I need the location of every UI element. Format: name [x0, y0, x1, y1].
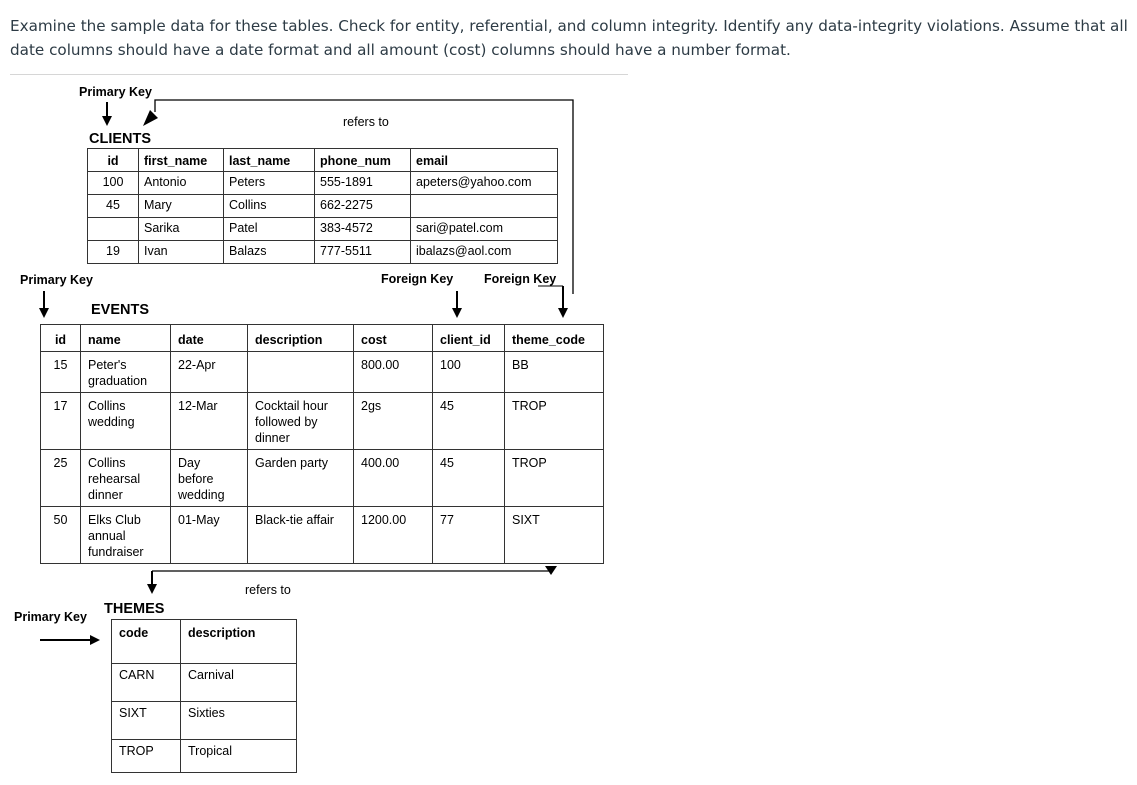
- events-cell-cost: 400.00: [354, 450, 433, 507]
- clients-row: [88, 195, 558, 218]
- events-cell-description: Black-tie affair: [248, 507, 354, 564]
- events-cell-client-id: 100: [433, 352, 505, 393]
- events-cell-cost: 2gs: [354, 393, 433, 450]
- events-cell-theme-code: TROP: [505, 450, 604, 507]
- events-row: [41, 393, 604, 450]
- events-cell-date: 12-Mar: [171, 393, 248, 450]
- events-cell-name: Collins wedding: [81, 393, 171, 450]
- events-cell-date: 22-Apr: [171, 352, 248, 393]
- events-cell-cost: 1200.00: [354, 507, 433, 564]
- events-table-title: EVENTS: [91, 302, 150, 318]
- themes-primary-key-label: Primary Key: [14, 610, 87, 624]
- clients-cell-phone-num: 555-1891: [315, 172, 411, 195]
- clients-cell-id: [88, 218, 139, 241]
- clients-cell-phone-num: 383-4572: [315, 218, 411, 241]
- clients-cell-email: apeters@yahoo.com: [411, 172, 558, 195]
- themes-cell-description: Sixties: [181, 702, 297, 740]
- events-cell-id: 50: [41, 507, 81, 564]
- themes-col-description: description: [181, 620, 297, 664]
- events-cell-date: Day before wedding: [171, 450, 248, 507]
- events-col-id: id: [41, 325, 81, 352]
- clients-table-title: CLIENTS: [89, 131, 152, 147]
- events-cell-client-id: 77: [433, 507, 505, 564]
- themes-cell-description: Tropical: [181, 740, 297, 773]
- clients-cell-last-name: Balazs: [224, 241, 315, 264]
- themes-table-title: THEMES: [104, 601, 165, 617]
- events-cell-theme-code: TROP: [505, 393, 604, 450]
- clients-cell-last-name: Peters: [224, 172, 315, 195]
- events-cell-client-id: 45: [433, 393, 505, 450]
- clients-cell-email: [411, 195, 558, 218]
- events-col-date: date: [171, 325, 248, 352]
- themes-row: [112, 702, 297, 740]
- themes-table: [111, 619, 297, 773]
- themes-cell-code: CARN: [112, 664, 181, 702]
- clients-col-first-name: first_name: [139, 149, 224, 172]
- themes-cell-code: SIXT: [112, 702, 181, 740]
- client-foreign-key-label: Foreign Key: [381, 272, 454, 286]
- clients-cell-email: sari@patel.com: [411, 218, 558, 241]
- events-cell-id: 15: [41, 352, 81, 393]
- events-col-cost: cost: [354, 325, 433, 352]
- clients-cell-id: 100: [88, 172, 139, 195]
- clients-col-email: email: [411, 149, 558, 172]
- clients-cell-last-name: Collins: [224, 195, 315, 218]
- refers-to-clients-label: refers to: [343, 115, 389, 129]
- events-cell-name: Peter's graduation: [81, 352, 171, 393]
- clients-cell-first-name: Sarika: [139, 218, 224, 241]
- events-table: [40, 324, 604, 564]
- events-cell-description: Cocktail hour followed by dinner: [248, 393, 354, 450]
- events-cell-theme-code: SIXT: [505, 507, 604, 564]
- themes-row: [112, 740, 297, 773]
- clients-cell-phone-num: 662-2275: [315, 195, 411, 218]
- clients-primary-key-label: Primary Key: [79, 85, 152, 99]
- events-cell-theme-code: BB: [505, 352, 604, 393]
- events-col-client-id: client_id: [433, 325, 505, 352]
- instructions-text: Examine the sample data for these tables. Check for entity, referential, and column integrity. Identify any data-integrity violations. Assume that all date columns should have a date format and all amount (cost) columns should have a number format.: [10, 17, 1128, 59]
- clients-cell-email: ibalazs@aol.com: [411, 241, 558, 264]
- events-cell-cost: 800.00: [354, 352, 433, 393]
- events-row: [41, 450, 604, 507]
- clients-table: [87, 148, 558, 264]
- events-cell-id: 25: [41, 450, 81, 507]
- clients-cell-id: 45: [88, 195, 139, 218]
- themes-cell-code: TROP: [112, 740, 181, 773]
- clients-cell-id: 19: [88, 241, 139, 264]
- events-col-name: name: [81, 325, 171, 352]
- events-cell-client-id: 45: [433, 450, 505, 507]
- clients-cell-first-name: Antonio: [139, 172, 224, 195]
- events-col-theme-code: theme_code: [505, 325, 604, 352]
- events-col-description: description: [248, 325, 354, 352]
- themes-cell-description: Carnival: [181, 664, 297, 702]
- events-cell-description: [248, 352, 354, 393]
- clients-row: [88, 218, 558, 241]
- events-header-row: [41, 325, 604, 352]
- clients-cell-first-name: Ivan: [139, 241, 224, 264]
- events-row: [41, 352, 604, 393]
- clients-row: [88, 241, 558, 264]
- refers-to-clients-arrowhead: [143, 110, 158, 126]
- clients-cell-last-name: Patel: [224, 218, 315, 241]
- clients-col-phone-num: phone_num: [315, 149, 411, 172]
- events-cell-id: 17: [41, 393, 81, 450]
- theme-foreign-key-label: Foreign Key: [484, 272, 557, 286]
- events-row: [41, 507, 604, 564]
- clients-cell-phone-num: 777-5511: [315, 241, 411, 264]
- events-cell-name: Collins rehearsal dinner: [81, 450, 171, 507]
- clients-col-id: id: [88, 149, 139, 172]
- themes-row: [112, 664, 297, 702]
- refers-to-themes-label: refers to: [245, 583, 291, 597]
- clients-header-row: [88, 149, 558, 172]
- events-cell-description: Garden party: [248, 450, 354, 507]
- clients-col-last-name: last_name: [224, 149, 315, 172]
- clients-cell-first-name: Mary: [139, 195, 224, 218]
- events-cell-name: Elks Club annual fundraiser: [81, 507, 171, 564]
- clients-row: [88, 172, 558, 195]
- themes-col-code: code: [112, 620, 181, 664]
- themes-header-row: [112, 620, 297, 664]
- events-primary-key-label: Primary Key: [20, 273, 93, 287]
- events-cell-date: 01-May: [171, 507, 248, 564]
